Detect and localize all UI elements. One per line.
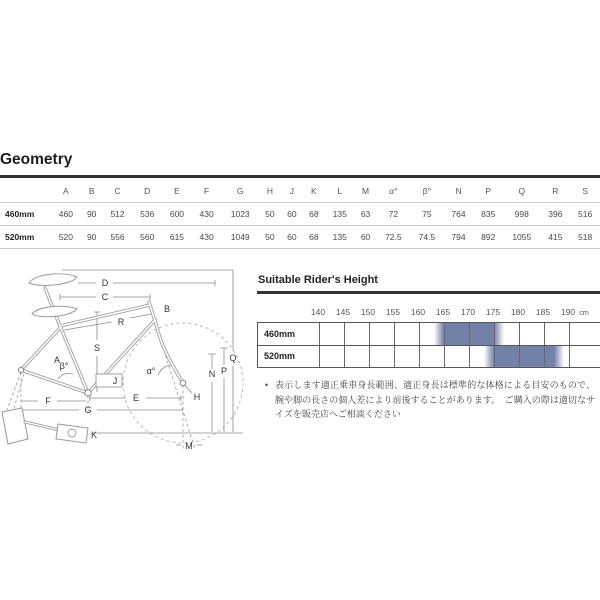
geometry-value-cell: 50 [259, 203, 281, 226]
crank-pedal-detail [2, 408, 88, 444]
height-tick: 150 [360, 307, 376, 317]
geometry-value-cell: 74.5 [410, 226, 444, 249]
size-note [265, 378, 595, 422]
geometry-heading-rule [0, 175, 600, 178]
bike-geometry-diagram [0, 262, 250, 462]
height-tick: 180 [510, 307, 526, 317]
geometry-column-header: L [325, 181, 355, 203]
geometry-value-cell: 60 [281, 203, 303, 226]
geometry-column-header: D [132, 181, 162, 203]
geometry-value-cell: 998 [503, 203, 540, 226]
geometry-column-header: α° [377, 181, 411, 203]
geometry-column-header: β° [410, 181, 444, 203]
geometry-value-cell: 68 [303, 203, 325, 226]
geometry-value-cell: 556 [103, 226, 133, 249]
diagram-label-q: Q [229, 353, 237, 363]
geometry-column-header: S [570, 181, 600, 203]
diagram-label-h: H [193, 392, 201, 402]
saddle-upper [29, 274, 77, 286]
diagram-label-a: A [53, 355, 61, 365]
diagram-labels [45, 278, 236, 451]
geometry-column-header: A [51, 181, 81, 203]
diagram-label-g: G [84, 405, 92, 415]
geometry-value-cell: 135 [325, 226, 355, 249]
note-bullet: • [265, 380, 269, 390]
geometry-column-header: K [303, 181, 325, 203]
diagram-label-p: P [220, 366, 228, 376]
rider-height-section [257, 272, 600, 592]
height-tick: 175 [485, 307, 501, 317]
rider-height-chart [257, 306, 600, 366]
geometry-column-header: B [81, 181, 103, 203]
geometry-value-cell: 90 [81, 226, 103, 249]
geometry-table-container [0, 181, 600, 249]
geometry-value-cell: 430 [192, 226, 222, 249]
diagram-label-d: D [101, 278, 109, 288]
geometry-value-cell: 600 [162, 203, 192, 226]
geometry-value-cell: 536 [132, 203, 162, 226]
height-tick: 185 [535, 307, 551, 317]
geometry-value-cell: 50 [259, 226, 281, 249]
geometry-value-cell: 415 [540, 226, 570, 249]
geometry-value-cell: 68 [303, 226, 325, 249]
geometry-column-header: P [473, 181, 503, 203]
diagram-label-f: F [45, 396, 51, 406]
geometry-column-header: R [540, 181, 570, 203]
geometry-column-header: N [444, 181, 474, 203]
geometry-value-cell: 396 [540, 203, 570, 226]
geometry-value-cell: 135 [325, 203, 355, 226]
geometry-value-cell: 1023 [222, 203, 259, 226]
diagram-label-beta: β° [59, 361, 69, 371]
geometry-row-label: 460mm [0, 203, 51, 226]
geometry-value-cell: 518 [570, 226, 600, 249]
height-unit-label: cm [579, 310, 589, 317]
rider-height-heading-rule [257, 291, 600, 294]
geometry-table-body [0, 203, 600, 249]
height-tick: 170 [460, 307, 476, 317]
geometry-value-cell: 512 [103, 203, 133, 226]
geometry-value-cell: 60 [355, 226, 377, 249]
geometry-corner-cell [0, 181, 51, 203]
height-tick: 190 [560, 307, 576, 317]
geometry-value-cell: 615 [162, 226, 192, 249]
front-axle [180, 380, 186, 386]
diagram-label-s: S [93, 343, 101, 353]
geometry-value-cell: 72.5 [377, 226, 411, 249]
geometry-value-cell: 75 [410, 203, 444, 226]
diagram-label-m: M [185, 441, 193, 451]
saddle-lower [32, 306, 77, 316]
height-grid [257, 322, 600, 368]
diagram-label-b: B [163, 304, 171, 314]
diagram-label-alpha: α° [146, 366, 156, 376]
rear-axle [18, 367, 23, 372]
geometry-column-header: C [103, 181, 133, 203]
height-range-bar [484, 345, 564, 367]
geometry-column-header: H [259, 181, 281, 203]
geometry-value-cell: 1055 [503, 226, 540, 249]
geometry-value-cell: 516 [570, 203, 600, 226]
bb-drop-box [96, 374, 122, 387]
table-row [0, 203, 600, 226]
geometry-column-header: M [355, 181, 377, 203]
geometry-row-label: 520mm [0, 226, 51, 249]
geometry-value-cell: 794 [444, 226, 474, 249]
table-row [0, 226, 600, 249]
geometry-value-cell: 430 [192, 203, 222, 226]
height-tick: 140 [310, 307, 326, 317]
geometry-value-cell: 72 [377, 203, 411, 226]
geometry-column-header: Q [503, 181, 540, 203]
geometry-table-head [0, 181, 600, 203]
geometry-header-row [0, 181, 600, 203]
geometry-value-cell: 60 [281, 226, 303, 249]
diagram-label-k: K [90, 430, 98, 440]
diagram-label-c: C [101, 292, 109, 302]
geometry-value-cell: 460 [51, 203, 81, 226]
height-row-label: 520mm [264, 351, 296, 361]
height-tick: 160 [410, 307, 426, 317]
diagram-label-r: R [117, 317, 125, 327]
rider-height-title: Suitable Rider's Height [258, 274, 378, 286]
height-tick-labels [257, 306, 600, 322]
geometry-value-cell: 1049 [222, 226, 259, 249]
note-text: 表示します適正乗車身長範囲、適正身長は標準的な体格による目安のもので、腕や脚の長さの個人差により前後することがあります。 ご購入の際は適切なサイズを販売店へご相談ください [275, 380, 595, 419]
geometry-value-cell: 892 [473, 226, 503, 249]
geometry-value-cell: 90 [81, 203, 103, 226]
geometry-value-cell: 560 [132, 226, 162, 249]
geometry-value-cell: 63 [355, 203, 377, 226]
height-row-label: 460mm [264, 329, 296, 339]
bottom-bracket [85, 390, 91, 396]
geometry-value-cell: 835 [473, 203, 503, 226]
geometry-column-header: J [281, 181, 303, 203]
height-tick: 165 [435, 307, 451, 317]
geometry-value-cell: 764 [444, 203, 474, 226]
geometry-column-header: G [222, 181, 259, 203]
diagram-label-n: N [208, 369, 216, 379]
geometry-value-cell: 520 [51, 226, 81, 249]
geometry-table [0, 181, 600, 249]
height-tick: 155 [385, 307, 401, 317]
height-tick: 145 [335, 307, 351, 317]
diagram-label-e: E [132, 393, 140, 403]
geometry-column-header: E [162, 181, 192, 203]
geometry-column-header: F [192, 181, 222, 203]
geometry-section-title: Geometry [0, 151, 73, 168]
diagram-label-j: J [112, 376, 118, 386]
